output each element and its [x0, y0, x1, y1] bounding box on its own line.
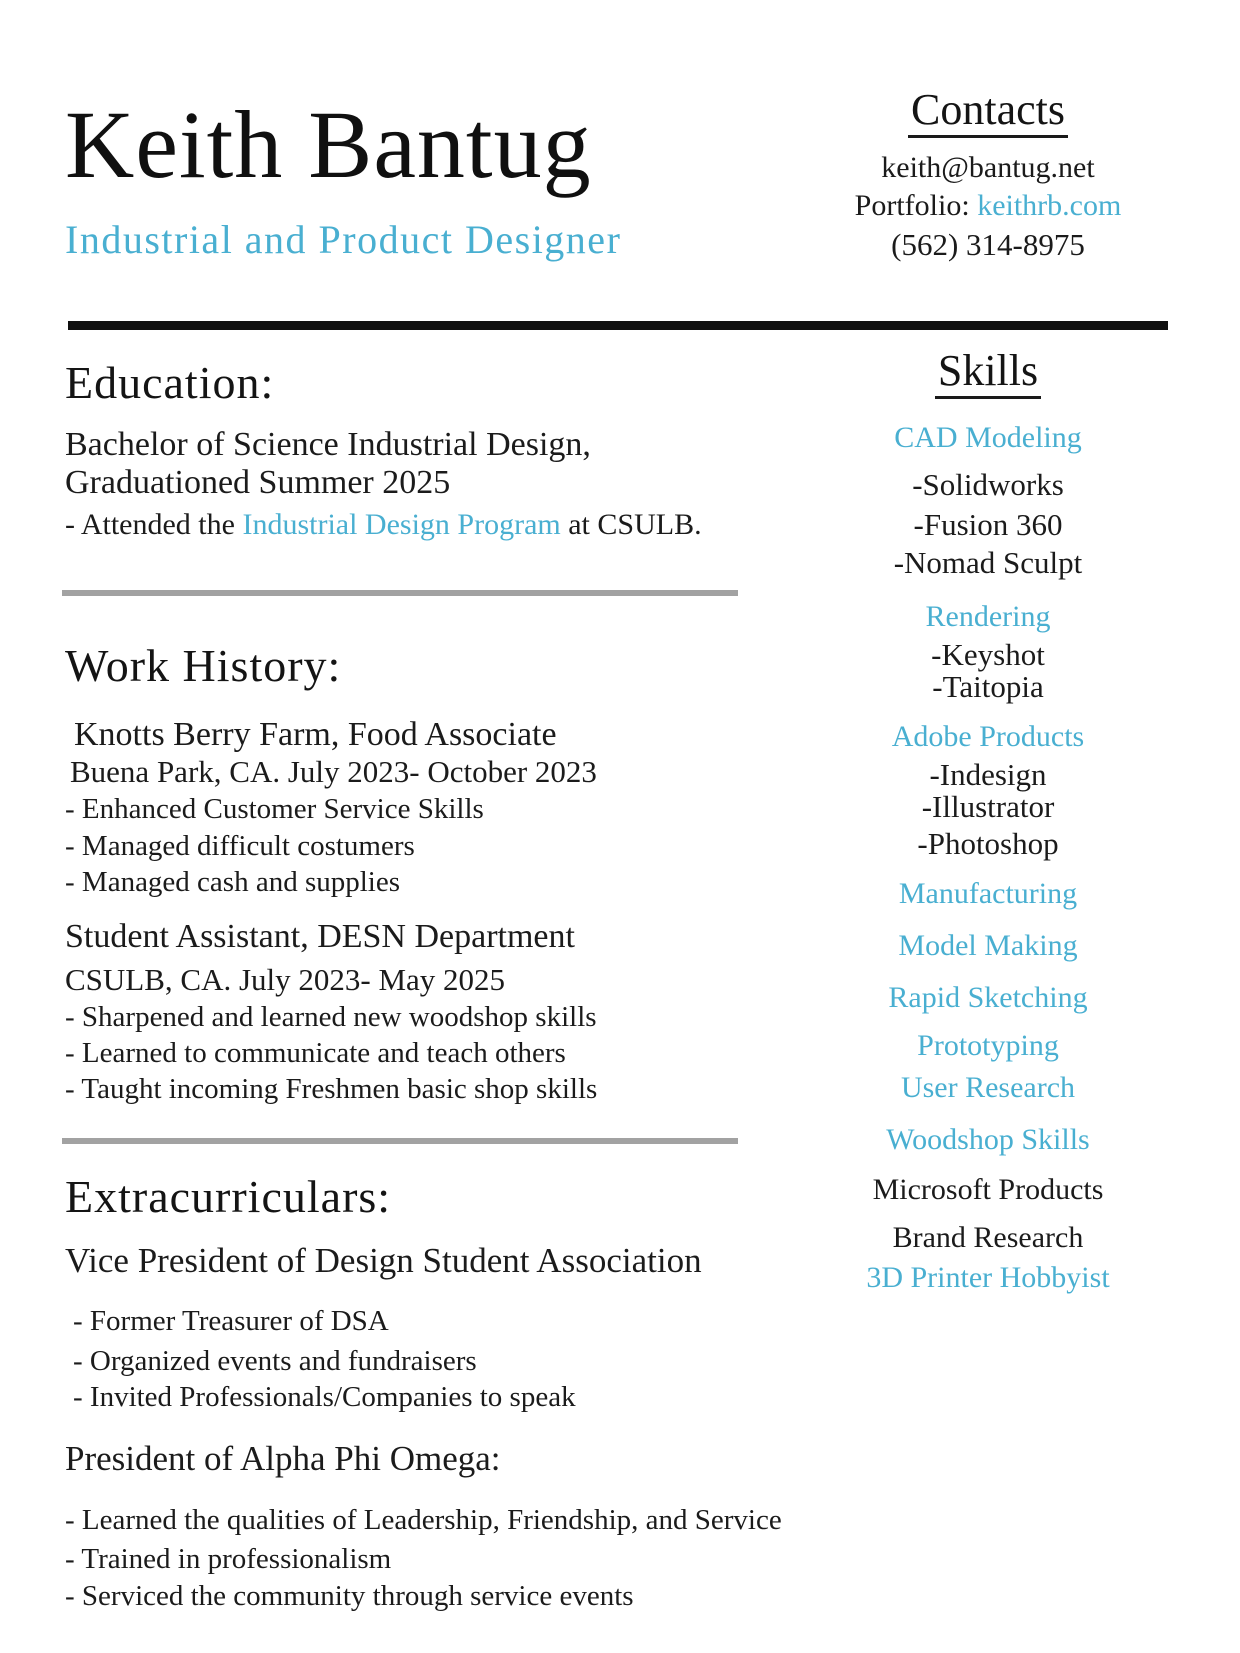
- job-bullet: - Sharpened and learned new woodshop skills: [65, 1001, 597, 1033]
- extracurricular-bullet: - Invited Professionals/Companies to speak: [73, 1381, 576, 1413]
- extracurricular-role: President of Alpha Phi Omega:: [65, 1439, 501, 1478]
- skill-item: -Nomad Sculpt: [893, 545, 1083, 580]
- skill-category: Model Making: [898, 929, 1078, 962]
- extracurricular-bullet: - Serviced the community through service events: [65, 1580, 634, 1612]
- skill-category: Microsoft Products: [872, 1173, 1104, 1206]
- skill-category: Brand Research: [892, 1221, 1084, 1254]
- skill-category: Adobe Products: [891, 720, 1085, 753]
- extracurricular-bullet: - Former Treasurer of DSA: [73, 1305, 389, 1337]
- skill-item: -Solidworks: [912, 467, 1064, 502]
- skill-category: User Research: [900, 1071, 1076, 1104]
- work-history-title: Work History:: [65, 640, 342, 691]
- skills-title: [815, 347, 1161, 399]
- role-subtitle: Industrial and Product Designer: [65, 217, 622, 262]
- job-role: Student Assistant, DESN Department: [65, 918, 575, 955]
- job-location-dates: Buena Park, CA. July 2023- October 2023: [70, 754, 597, 789]
- education-title: Education:: [65, 357, 275, 408]
- contacts-title: [815, 86, 1161, 138]
- job-bullet: - Learned to communicate and teach others: [65, 1037, 566, 1069]
- attended-prefix: - Attended the: [65, 508, 243, 541]
- education-grad-date: Graduationed Summer 2025: [65, 464, 451, 501]
- skill-item: -Fusion 360: [913, 507, 1063, 542]
- job-bullet: - Managed difficult costumers: [65, 830, 415, 862]
- contacts-title-text: Contacts: [908, 86, 1068, 138]
- skill-category: 3D Printer Hobbyist: [866, 1261, 1110, 1294]
- job-role: Knotts Berry Farm, Food Associate: [74, 716, 557, 753]
- skill-category: Rendering: [925, 600, 1051, 633]
- name-heading: Keith Bantug: [65, 91, 592, 198]
- skill-category: Prototyping: [917, 1029, 1059, 1062]
- skill-category: Rapid Sketching: [888, 981, 1088, 1014]
- skill-item: -Keyshot: [931, 637, 1045, 672]
- job-bullet: - Managed cash and supplies: [65, 866, 401, 898]
- extracurriculars-title: Extracurriculars:: [65, 1171, 392, 1222]
- education-bullet: [65, 509, 702, 541]
- skills-title-text: Skills: [935, 347, 1041, 399]
- job-bullet: - Taught incoming Freshmen basic shop skills: [65, 1073, 598, 1105]
- skill-category: Woodshop Skills: [886, 1123, 1090, 1156]
- job-location-dates: CSULB, CA. July 2023- May 2025: [65, 962, 506, 997]
- extracurricular-bullet: - Learned the qualities of Leadership, Friendship, and Service: [65, 1504, 782, 1536]
- section-divider: [62, 590, 738, 596]
- skill-item: -Photoshop: [917, 826, 1059, 861]
- contact-email: keith@bantug.net: [881, 151, 1095, 184]
- skill-category: Manufacturing: [898, 877, 1078, 910]
- contact-phone: (562) 314-8975: [891, 227, 1085, 262]
- extracurricular-role: Vice President of Design Student Association: [65, 1241, 702, 1280]
- extracurricular-bullet: - Organized events and fundraisers: [73, 1345, 477, 1377]
- industrial-design-program-link[interactable]: Industrial Design Program: [242, 508, 561, 541]
- portfolio-link[interactable]: keithrb.com: [977, 189, 1122, 222]
- contact-portfolio: [815, 190, 1161, 222]
- section-divider: [62, 1138, 738, 1144]
- header-rule: [68, 321, 1168, 330]
- extracurricular-bullet: - Trained in professionalism: [65, 1543, 392, 1575]
- portfolio-label: Portfolio:: [854, 189, 978, 222]
- education-degree: Bachelor of Science Industrial Design,: [65, 426, 591, 463]
- attended-suffix: at CSULB.: [560, 508, 702, 541]
- skill-item: -Illustrator: [921, 789, 1055, 824]
- job-bullet: - Enhanced Customer Service Skills: [65, 793, 484, 825]
- skill-item: -Taitopia: [932, 669, 1044, 704]
- skill-category: CAD Modeling: [894, 421, 1082, 454]
- skill-item: -Indesign: [929, 757, 1047, 792]
